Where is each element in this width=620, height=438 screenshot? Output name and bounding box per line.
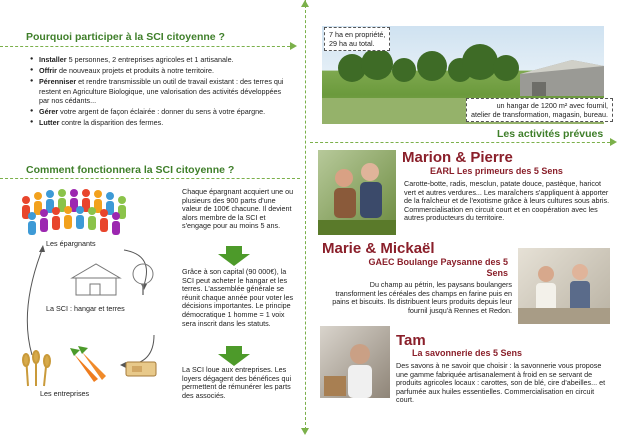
how-paragraph-3: La SCI loue aux entreprises. Les loyers dégagent des bénéfices qui permettent de rémunérer les parts des associés. (182, 365, 292, 400)
wheat-illustration (20, 348, 54, 388)
why-item: ● Offrir de nouveaux projets et produits à notre territoire. (30, 66, 292, 75)
activity-2-names: Marie & Mickaël (322, 240, 435, 257)
center-divider-arrow-bottom (301, 428, 309, 435)
center-divider-arrow-top (301, 0, 309, 7)
tree-illustration (130, 262, 156, 296)
companies-label: Les entreprises (40, 389, 90, 398)
mid-right-divider-arrow (610, 138, 617, 146)
savers-illustration (16, 186, 136, 246)
top-left-divider (0, 46, 290, 47)
why-item: ● Installer 5 personnes, 2 entreprises agricoles et 1 artisanale. (30, 55, 292, 64)
mid-right-divider (310, 142, 610, 143)
activity-1-text: Carotte-botte, radis, mesclun, patate douce, pastèque, haricot vert et autres verdures... Les maraîchers s'appliquent à apporter de la fraîcheur et de l'exotisme grâce à leurs cultures sous abris. Commercialisation en circuit court et en coopération avec les autres producteurs du territoire. (404, 179, 610, 223)
activity-1-names: Marion & Pierre (402, 149, 513, 166)
marie-mickael-photo (518, 248, 610, 324)
farm-note-bottom: un hangar de 1200 m² avec fournil, atelier de transformation, magasin, bureau. (466, 98, 613, 122)
why-title: Pourquoi participer à la SCI citoyenne ? (22, 31, 229, 43)
activity-3-farm: La savonnerie des 5 Sens (412, 348, 523, 358)
farm-note-top: 7 ha en propriété, 29 ha au total. (324, 27, 390, 51)
savers-label: Les épargnants (46, 239, 96, 248)
mid-left-divider (0, 178, 300, 179)
soap-illustration (124, 358, 164, 380)
activity-3-text: Des savons à ne savoir que choisir : la savonnerie vous propose une gamme fabriquée artisanalement à froid en se servant de produits agricoles locaux : carottes, son de blé, cire d'abeilles... et parfumée aux huiles essentielles. Commercialisation en circuit court. (396, 361, 606, 405)
activity-2-text: Du champ au pétrin, les paysans boulangers transforment les céréales des champs en farine puis en pains et biscuits. Ils distribuent leurs produits depuis leur fournil jusqu'à Rennes et Redon. (332, 280, 512, 315)
how-title: Comment fonctionnera la SCI citoyenne ? (22, 164, 238, 176)
why-item: ● Gérer votre argent de façon éclairée : donner du sens à votre épargne. (30, 107, 292, 116)
why-item: ● Lutter contre la disparition des fermes. (30, 118, 292, 127)
center-divider (305, 0, 306, 430)
carrots-illustration (64, 344, 116, 386)
activity-3-names: Tam (396, 332, 426, 349)
tam-photo (320, 326, 390, 398)
down-arrow-icon (216, 346, 252, 366)
why-list (30, 55, 292, 129)
sci-house-illustration (68, 262, 124, 296)
sci-label: La SCI : hangar et terres (46, 304, 125, 313)
how-paragraph-1: Chaque épargnant acquiert une ou plusieurs des 900 parts d'une valeur de 100€ chacune. Il devient alors membre de la SCI et s'engage pour au moins 5 ans. (182, 187, 294, 231)
top-left-divider-arrow (290, 42, 297, 50)
activity-1-farm: EARL Les primeurs des 5 Sens (430, 166, 563, 176)
why-item: ● Pérenniser et rendre transmissible un outil de travail existant : des terres qui restent en Agriculture Biologique, une valorisation des activités développées par nos cédants... (30, 77, 292, 105)
down-arrow-icon (216, 246, 252, 266)
activities-title: Les activités prévues (493, 128, 607, 140)
activity-2-farm: GAEC Boulange Paysanne des 5 Sens (368, 257, 508, 278)
how-paragraph-2: Grâce à son capital (90 000€), la SCI peut acheter le hangar et les terres. L'assemblée générale se réunit chaque année pour voter les décisions importantes. Le principe démocratique 1 homme = 1 voix sera inscrit dans les statuts. (182, 267, 294, 328)
marion-pierre-photo (318, 150, 396, 235)
